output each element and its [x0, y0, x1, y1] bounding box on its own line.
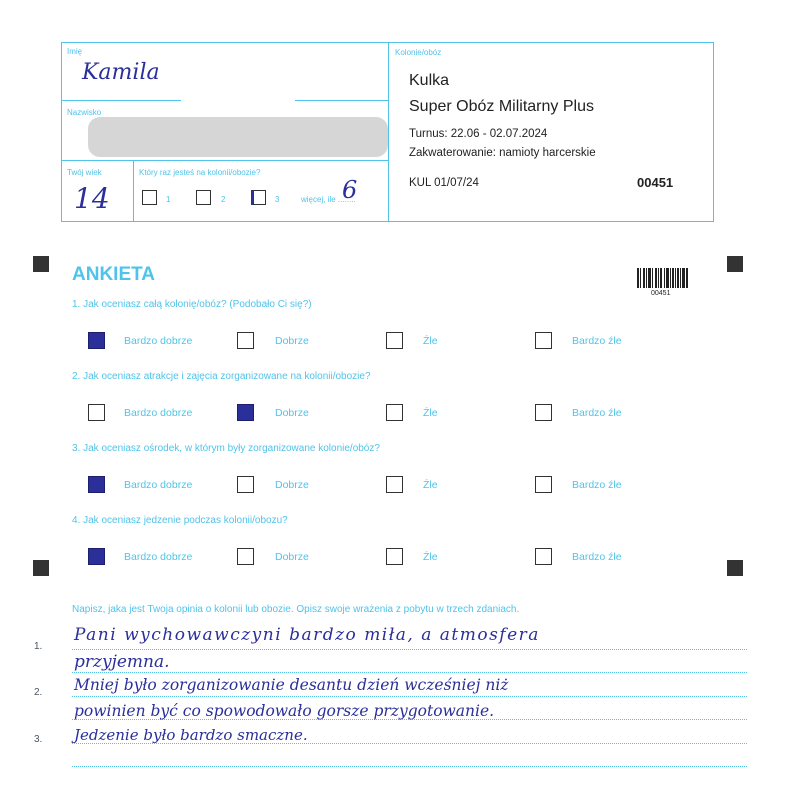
q2-label-zle: Źle	[423, 407, 438, 419]
handwritten-line-2: przyjemna.	[74, 652, 170, 672]
question-3: 3. Jak oceniasz ośrodek, w którym były zorganizowane kolonie/obóz?	[72, 443, 380, 454]
handwritten-line-1: Pani wychowawczyni bardzo miła, a atmosfera	[74, 625, 540, 645]
q2-option-zle[interactable]	[386, 404, 403, 421]
zakwaterowanie: Zakwaterowanie: namioty harcerskie	[409, 147, 596, 159]
nazwisko-underline	[61, 160, 388, 161]
camp-name: Kulka	[409, 72, 450, 89]
writing-line-3	[72, 696, 747, 697]
q4-label-dobrze: Dobrze	[275, 551, 309, 563]
writing-line-1	[72, 649, 747, 650]
imie-value: Kamila	[82, 60, 160, 85]
survey-title: ANKIETA	[72, 264, 156, 285]
q3-label-dobrze: Dobrze	[275, 479, 309, 491]
q4-label-zle: Źle	[423, 551, 438, 563]
writing-line-2	[72, 672, 747, 673]
q1-label-bardzo-dobrze: Bardzo dobrze	[124, 335, 193, 347]
q2-label-bardzo-dobrze: Bardzo dobrze	[124, 407, 193, 419]
imie-underline	[61, 100, 181, 101]
q4-label-bardzo-zle: Bardzo źle	[572, 551, 622, 563]
q3-option-bardzo-dobrze[interactable]	[88, 476, 105, 493]
q3-option-bardzo-zle[interactable]	[535, 476, 552, 493]
q4-option-bardzo-dobrze[interactable]	[88, 548, 105, 565]
camp-code: KUL 01/07/24	[409, 177, 479, 189]
registration-marker-bl	[33, 560, 49, 576]
line-number-2: 2.	[34, 687, 43, 698]
registration-marker-tr	[727, 256, 743, 272]
q3-label-bardzo-dobrze: Bardzo dobrze	[124, 479, 193, 491]
q2-label-dobrze: Dobrze	[275, 407, 309, 419]
line-number-1: 1.	[34, 641, 43, 652]
nazwisko-label: Nazwisko	[67, 108, 102, 117]
ktory-raz-label-3: 3	[275, 195, 280, 204]
q2-option-dobrze[interactable]	[237, 404, 254, 421]
q3-label-zle: Źle	[423, 479, 438, 491]
q1-option-bardzo-zle[interactable]	[535, 332, 552, 349]
q2-label-bardzo-zle: Bardzo źle	[572, 407, 622, 419]
q1-label-zle: Źle	[423, 335, 438, 347]
ktory-raz-label: Który raz jesteś na kolonii/obozie?	[139, 168, 261, 177]
registration-marker-tl	[33, 256, 49, 272]
ktory-raz-checkbox-2[interactable]	[196, 190, 211, 205]
ktory-raz-label-1: 1	[166, 195, 171, 204]
opinion-prompt: Napisz, jaka jest Twoja opinia o kolonii lub obozie. Opisz swoje wrażenia z pobytu w trzech zdaniach.	[72, 604, 520, 615]
writing-line-6	[72, 766, 747, 767]
wiek-label: Twój wiek	[67, 168, 102, 177]
q3-option-dobrze[interactable]	[237, 476, 254, 493]
q2-option-bardzo-zle[interactable]	[535, 404, 552, 421]
question-2: 2. Jak oceniasz atrakcje i zajęcia zorganizowane na kolonii/obozie?	[72, 371, 371, 382]
q2-option-bardzo-dobrze[interactable]	[88, 404, 105, 421]
imie-underline-right	[295, 100, 388, 101]
q4-option-dobrze[interactable]	[237, 548, 254, 565]
turnus: Turnus: 22.06 - 02.07.2024	[409, 128, 548, 140]
q1-label-dobrze: Dobrze	[275, 335, 309, 347]
q3-label-bardzo-zle: Bardzo źle	[572, 479, 622, 491]
q1-option-bardzo-dobrze[interactable]	[88, 332, 105, 349]
ktory-raz-checkbox-1[interactable]	[142, 190, 157, 205]
q1-option-zle[interactable]	[386, 332, 403, 349]
barcode-number: 00451	[651, 290, 671, 297]
ktory-raz-label-2: 2	[221, 195, 226, 204]
question-4: 4. Jak oceniasz jedzenie podczas kolonii/obozu?	[72, 515, 288, 526]
wiecej-value: 6	[342, 176, 358, 204]
q1-option-dobrze[interactable]	[237, 332, 254, 349]
wiecej-label: więcej, ile ........	[301, 195, 356, 204]
wiek-divider	[133, 160, 134, 222]
wiek-value: 14	[74, 182, 110, 215]
camp-program: Super Obóz Militarny Plus	[409, 98, 594, 115]
q4-option-zle[interactable]	[386, 548, 403, 565]
ktory-raz-checkbox-3[interactable]	[251, 190, 266, 205]
kolonie-label: Kolonie/obóz	[395, 48, 442, 57]
question-1: 1. Jak oceniasz całą kolonię/obóz? (Podobało Ci się?)	[72, 299, 312, 310]
line-number-3: 3.	[34, 734, 43, 745]
handwritten-line-3: Mniej było zorganizowanie desantu dzień wcześniej niż	[74, 676, 509, 694]
registration-marker-br	[727, 560, 743, 576]
camp-number: 00451	[637, 175, 674, 190]
handwritten-line-4: powinien być co spowodowało gorsze przygotowanie.	[74, 702, 495, 720]
q1-label-bardzo-zle: Bardzo źle	[572, 335, 622, 347]
q4-option-bardzo-zle[interactable]	[535, 548, 552, 565]
imie-label: Imię	[67, 47, 83, 56]
q4-label-bardzo-dobrze: Bardzo dobrze	[124, 551, 193, 563]
q3-option-zle[interactable]	[386, 476, 403, 493]
handwritten-line-5: Jedzenie było bardzo smaczne.	[74, 726, 308, 744]
header-divider	[388, 42, 389, 222]
nazwisko-redacted	[88, 117, 388, 157]
